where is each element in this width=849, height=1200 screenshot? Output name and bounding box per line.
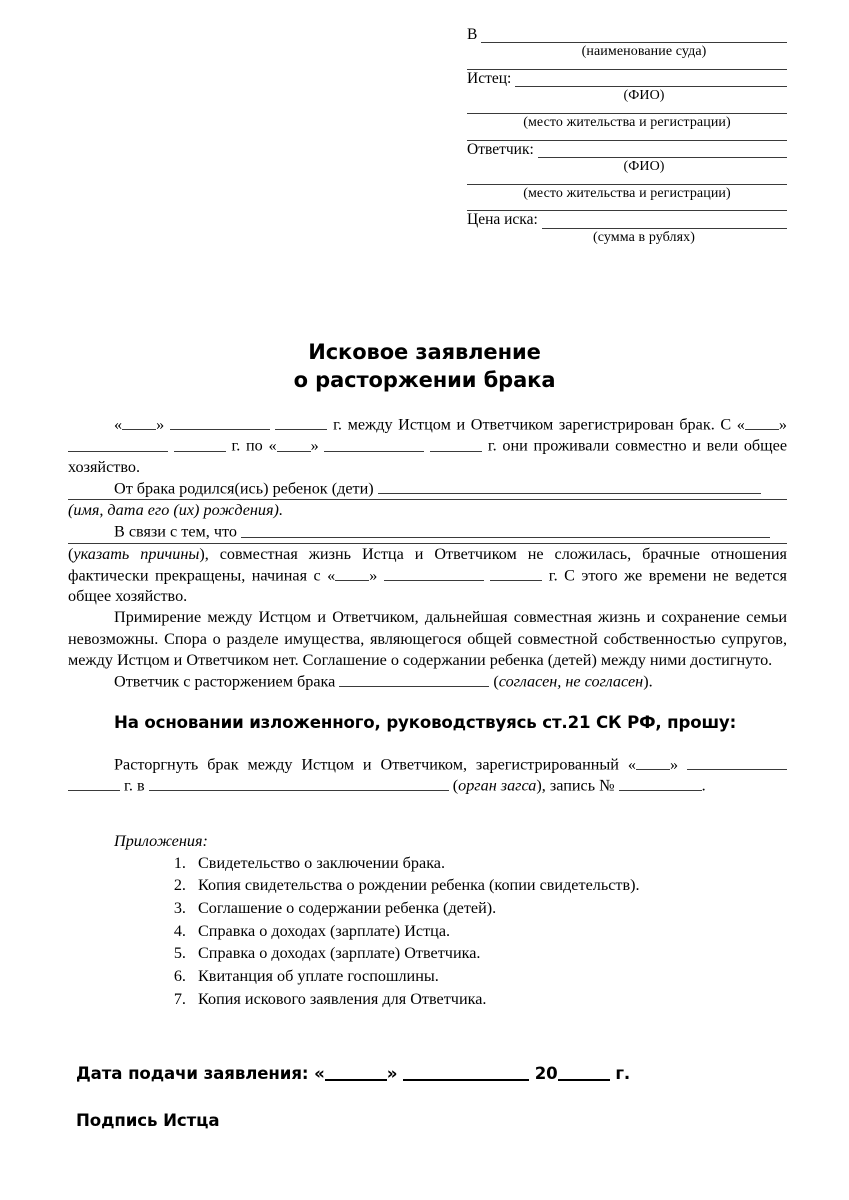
record-number-blank[interactable] (619, 775, 702, 791)
document-title-line-2: о расторжении брака (293, 368, 556, 393)
list-item: 4. Справка о доходах (зарплате) Истца. (190, 920, 787, 943)
court-row (467, 26, 787, 43)
day-blank-2[interactable] (745, 414, 779, 430)
paragraph-children-caption (68, 500, 787, 521)
day-blank-3[interactable] (277, 435, 311, 451)
list-item: 7. Копия искового заявления для Ответчика. (190, 988, 787, 1011)
p2-text: От брака родился(ись) ребенок (дети) (114, 479, 374, 498)
p7-text-a: Расторгнуть брак между Истцом и Ответчиком, зарегистрированный « (114, 755, 636, 773)
month-blank-3[interactable] (324, 435, 424, 451)
signature-label: Подпись Истца (76, 1111, 220, 1130)
paragraph-reason-intro (68, 521, 787, 542)
year-blank-2[interactable] (174, 435, 226, 451)
p6-paren-close: ). (643, 672, 653, 690)
plaintiff-caption: (ФИО) (623, 88, 665, 104)
claim-price-row (467, 211, 787, 228)
submission-date-label: Дата подачи заявления: (76, 1064, 309, 1083)
list-item: 6. Квитанция об уплате госпошлины. (190, 965, 787, 988)
document-title-line-1: Исковое заявление (308, 340, 541, 364)
month-blank-4[interactable] (384, 565, 484, 581)
year-blank-1[interactable] (275, 414, 327, 430)
list-item: 2. Копия свидетельства о рождении ребенка (копии свидетельств). (190, 874, 787, 897)
month-blank-5[interactable] (687, 754, 787, 770)
day-blank-5[interactable] (636, 754, 670, 770)
month-blank-2[interactable] (68, 435, 168, 451)
year-suffix: г. (615, 1064, 631, 1083)
addressee-header-block (467, 26, 787, 245)
p7-quote-close: » (669, 755, 679, 773)
p4-quote-close: » (369, 566, 378, 585)
paragraph-marriage-registration (68, 414, 787, 478)
submission-year-blank[interactable] (558, 1064, 610, 1081)
date-quote-close: » (386, 1064, 398, 1083)
p3-text: В связи с тем, что (114, 522, 237, 541)
month-blank-1[interactable] (170, 414, 270, 430)
registry-office-blank[interactable] (149, 775, 449, 791)
paragraph-children-born (68, 478, 787, 499)
claim-price-blank[interactable] (542, 212, 787, 229)
plaintiff-label: Истец: (467, 70, 512, 88)
p7-text-e: ), запись № (536, 776, 615, 795)
date-quote-open: « (314, 1064, 325, 1083)
p6-paren-open: ( (493, 672, 499, 690)
court-label: В (467, 26, 478, 43)
submission-day-blank[interactable] (325, 1064, 387, 1081)
document-title (0, 338, 849, 394)
plaintiff-address-caption: (место жительства и регистрации) (523, 115, 731, 131)
list-item: 3. Соглашение о содержании ребенка (детей). (190, 897, 787, 920)
year-prefix: 20 (534, 1064, 558, 1083)
registry-office-caption: орган загса (458, 776, 537, 795)
claim-price-caption: (сумма в рублях) (592, 229, 696, 245)
p6-text-a: Ответчик с расторжением брака (114, 672, 336, 690)
year-blank-4[interactable] (490, 565, 542, 581)
defendant-name-blank[interactable] (538, 142, 787, 159)
p1-text-c: г. между Истцом и Ответчиком зарегистрирован брак. С « (333, 415, 745, 434)
defendant-caption: (ФИО) (623, 159, 665, 175)
claim-price-label: Цена иска: (467, 211, 538, 229)
list-item: 1. Свидетельство о заключении брака. (190, 852, 787, 875)
p7-text-c: г. в (124, 776, 145, 795)
reason-caption: указать причины (73, 544, 200, 563)
children-caption: (имя, дата его (их) рождения). (68, 501, 283, 520)
p4-text-a: ), совместная жизнь Истца и Ответчиком не сложилась, брачные отношения фактически прекращены, начиная с « (68, 544, 787, 585)
plaintiff-name-blank[interactable] (515, 71, 787, 88)
paragraph-defendant-consent (68, 671, 787, 692)
consent-blank[interactable] (339, 671, 489, 687)
day-blank-1[interactable] (122, 414, 156, 430)
children-blank-1[interactable] (378, 478, 761, 494)
submission-date-row (76, 1064, 776, 1083)
defendant-label: Ответчик: (467, 140, 534, 158)
day-blank-4[interactable] (335, 565, 369, 581)
p1-quote-close: » (156, 415, 165, 434)
consent-caption: согласен, не согласен (498, 672, 644, 690)
p1-quote-close-2: » (778, 415, 787, 434)
p7-paren-open: ( (452, 776, 459, 795)
attachments-list (68, 852, 787, 1011)
year-blank-3[interactable] (430, 435, 482, 451)
year-blank-5[interactable] (68, 775, 120, 791)
attachments-title: Приложения: (114, 831, 208, 850)
defendant-row (467, 141, 787, 158)
court-caption: (наименование суда) (581, 44, 707, 60)
heading-legal-basis: На основании изложенного, руководствуясь ст.21 СК РФ, прошу: (114, 713, 737, 733)
defendant-address-caption: (место жительства и регистрации) (523, 185, 731, 201)
list-item: 5. Справка о доходах (зарплате) Ответчика. (190, 942, 787, 965)
document-body (68, 414, 787, 1010)
p7-period: . (701, 776, 706, 795)
p1-text-e: г. по « (231, 436, 277, 455)
reason-blank-1[interactable] (241, 521, 770, 537)
p1-quote-close-3: » (310, 436, 319, 455)
paragraph-reconciliation: Примирение между Истцом и Ответчиком, дальнейшая совместная жизнь и сохранение семьи невозможны. Спора о разделе имущества, являющегося общей совместной собственностью супругов, между Истцом и Ответчиком нет. Соглашение о содержании ребенка (детей) между ними достигнуто. (68, 608, 787, 669)
court-name-blank[interactable] (481, 27, 787, 44)
submission-month-blank[interactable] (403, 1064, 529, 1081)
p1-text-g: г. они проживали совместно и вели общее хозяйство. (68, 436, 788, 476)
paragraph-reason-body (68, 544, 787, 608)
p4-paren-open: ( (68, 544, 74, 563)
document-footer (76, 1064, 776, 1130)
paragraph-petition (68, 754, 787, 797)
p1-quote-open: « (114, 415, 123, 434)
plaintiff-row (467, 70, 787, 87)
p4-text-c: г. С этого же времени не ведется общее хозяйство. (68, 566, 787, 606)
